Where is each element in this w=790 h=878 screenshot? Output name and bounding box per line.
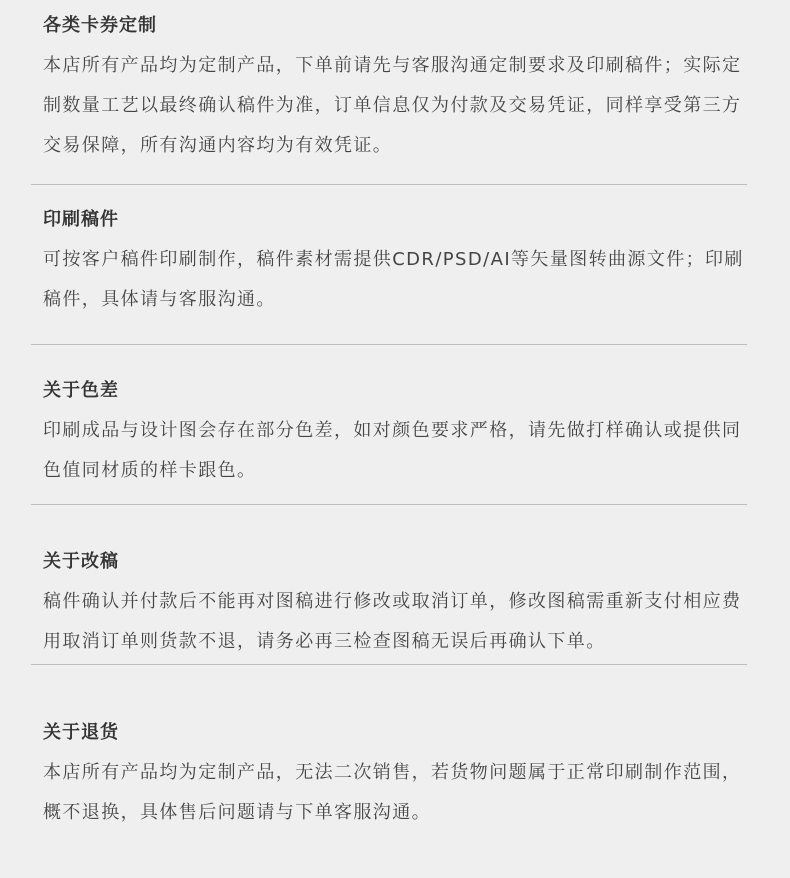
- section-title: 各类卡券定制: [43, 15, 157, 36]
- section-print-files: [43, 194, 758, 365]
- section-divider: [31, 184, 747, 185]
- section-card-customization: [43, 0, 758, 194]
- section-divider: [31, 344, 747, 345]
- section-title: 关于色差: [43, 380, 119, 401]
- section-body: 稿件确认并付款后不能再对图稿进行修改或取消订单，修改图稿需重新支付相应费用取消订单则货款不退，请务必再三检查图稿无误后再确认下单。: [43, 591, 742, 652]
- section-returns: [43, 707, 758, 878]
- section-divider: [31, 664, 747, 665]
- section-color-difference: [43, 365, 758, 536]
- section-body: 本店所有产品均为定制产品，下单前请先与客服沟通定制要求及印刷稿件；实际定制数量工艺以最终确认稿件为准，订单信息仅为付款及交易凭证，同样享受第三方交易保障，所有沟通内容均为有效凭证。: [43, 55, 742, 156]
- section-body: 可按客户稿件印刷制作，稿件素材需提供CDR/PSD/AI等矢量图转曲源文件；印刷稿件，具体请与客服沟通。: [43, 249, 744, 310]
- section-revisions: [43, 536, 758, 707]
- section-title: 关于退货: [43, 722, 119, 743]
- section-divider: [31, 504, 747, 505]
- section-body: 本店所有产品均为定制产品，无法二次销售，若货物问题属于正常印刷制作范围，概不退换，具体售后问题请与下单客服沟通。: [43, 762, 742, 823]
- section-body: 印刷成品与设计图会存在部分色差，如对颜色要求严格，请先做打样确认或提供同色值同材质的样卡跟色。: [43, 420, 742, 481]
- section-title: 关于改稿: [43, 551, 119, 572]
- section-title: 印刷稿件: [43, 209, 119, 230]
